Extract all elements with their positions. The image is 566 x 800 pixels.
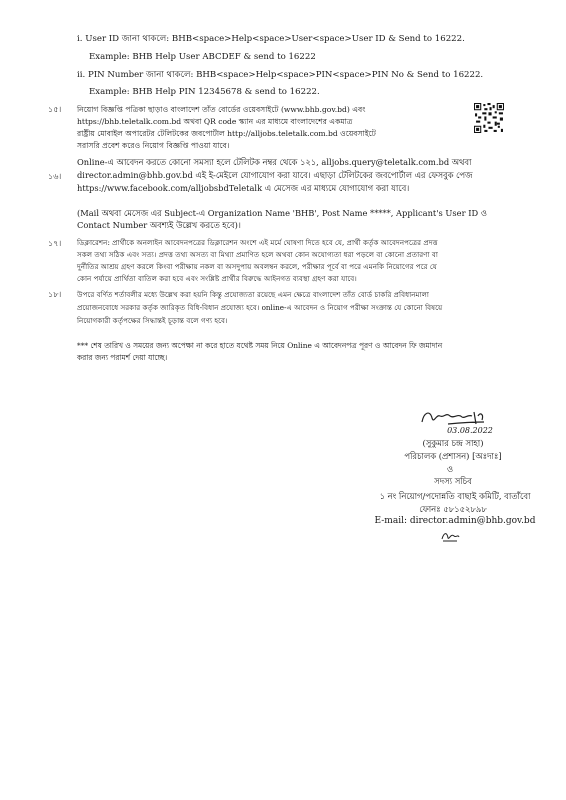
userid-example: Example: BHB Help User ABCDEF & send to 16222 <box>89 52 316 62</box>
item-17-line-4: কোন পর্যায়ে প্রার্থিতা বাতিল করা হবে এবং সংশ্লিষ্ট প্রার্থীর বিরুদ্ধে আইনগত ব্যবস্থা গ্রহণ করা যাবে। <box>77 274 357 283</box>
contact-email: E-mail: director.admin@bhb.gov.bd <box>374 516 536 526</box>
item-15-line-4: সরাসরি প্রবেশ করেও নিয়োগ বিজ্ঞপ্তি পাওয়া যাবে। <box>77 141 230 150</box>
item-16-line-3: https://www.facebook.com/alljobsbdTeletalk এ মেসেজ এর মাধ্যমে যোগাযোগ করা যাবে। <box>77 183 410 193</box>
item-15-line-3: রাষ্ট্রীয় মোবাইল অপারেটর টেলিটকের জবপোর্টাল http://alljobs.teletalk.com.bd ওয়েবসাইটে <box>77 129 376 138</box>
conjunction-text: ও <box>446 464 454 474</box>
initials-mark <box>440 530 460 542</box>
userid-instruction: i. User ID জানা থাকলে: BHB<space>Help<space>User<space>User ID & Send to 16222. <box>77 34 465 44</box>
item-number: ১৭। <box>48 239 62 248</box>
advice-note-line-2: করার জন্য পরামর্শ দেয়া যাচ্ছে। <box>77 353 168 362</box>
signature-date: 03.08.2022 <box>447 426 493 435</box>
pin-example: Example: BHB Help PIN 12345678 & send to 16222. <box>89 87 320 97</box>
item-number: ১৬। <box>48 172 62 181</box>
item-17-line-2: সকল তথ্য সঠিক এবং সত্য। প্রদত্ত তথ্য অসত্য বা মিথ্যা প্রমাণিত হলে অথবা কোন অযোগ্যতা ধরা পড়লে বা কোনো প্রতারণা বা <box>77 250 438 259</box>
phone-number: ফোনঃ ৫৮১৫২৮৯৮ <box>419 504 487 514</box>
item-17-line-1: ডিক্লারেশন: প্রার্থীকে অনলাইন আবেদনপত্রের ডিক্লারেশন অংশে এই মর্মে ঘোষণা দিতে হবে যে, প্রার্থী কর্তৃক আবেদনপত্রের প্রদত্ত <box>77 238 438 247</box>
item-16-line-2: director.admin@bhb.gov.bd এই ই-মেইলে যোগাযোগ করা যাবে। এছাড়া টেলিটকের জবপোর্টাল এর ফেসবুক পেজ <box>77 170 473 180</box>
advice-note-line-1: *** শেষ তারিখ ও সময়ের জন্য অপেক্ষা না করে হাতে যথেষ্ট সময় নিয়ে Online এ আবেদনপত্র পূরণ ও আবেদন ফি জমাদান <box>77 341 443 350</box>
qr-code-icon <box>474 103 504 133</box>
item-number: ১৮। <box>48 290 62 299</box>
signatory-role: সদস্য সচিব <box>434 476 472 486</box>
item-18-line-1: উপরে বর্ণিত শর্তাবলীর মধ্যে উল্লেখ করা হয়নি কিন্তু প্রযোজ্যতা রয়েছে এমন ক্ষেত্রে বাংলাদেশ তাঁত বোর্ড চাকরি প্রবিধানমালা <box>77 290 430 299</box>
item-15-line-1: নিয়োগ বিজ্ঞপ্তি পত্রিকা ছাড়াও বাংলাদেশ তাঁত বোর্ডের ওয়েবসাইটে (www.bhb.gov.bd) এবং <box>77 105 366 114</box>
item-16-line-5: Contact Number অবশ্যই উল্লেখ করতে হবে)। <box>77 220 241 230</box>
pin-instruction: ii. PIN Number জানা থাকলে: BHB<space>Help<space>PIN<space>PIN No & Send to 16222. <box>77 70 484 80</box>
item-17-line-3: দুর্নীতির আশ্রয় গ্রহণ করলে কিংবা পরীক্ষায় নকল বা অসদুপায় অবলম্বন করলে, পরীক্ষার পূর্বে বা পরে এমনকি নিয়োগের পরে যে <box>77 262 437 271</box>
item-16-line-4: (Mail অথবা মেসেজ এর Subject-এ Organization Name 'BHB', Post Name *****, Applicant's User ID ও <box>77 208 487 218</box>
signatory-name: (সুকুমার চন্দ্র সাহা) <box>422 438 484 448</box>
item-16-line-1: Online-এ আবেদন করতে কোনো সমস্যা হলে টেলিটক নম্বর থেকে ১২১, alljobs.query@teletalk.com.bd অথবা <box>77 157 472 167</box>
signatory-designation: পরিচালক (প্রশাসন) [অঃদাঃ] <box>404 451 502 461</box>
item-number: ১৫। <box>48 105 62 114</box>
item-18-line-3: নিয়োগকারী কর্তৃপক্ষের সিদ্ধান্তই চূড়ান্ত বলে গণ্য হবে। <box>77 316 228 325</box>
item-15-line-2: https://bhb.teletalk.com.bd অথবা QR code স্ক্যান এর মাধ্যমে বাংলাদেশের একমাত্র <box>77 117 353 126</box>
item-18-line-2: প্রয়োজনবোধে সরকার কর্তৃক জারিকৃত বিধি-বিধান প্রযোজ্য হবে। online-এ আবেদন ও নিয়োগ পরীক্ষা সংক্রান্ত যে কোনো বিষয়ে <box>77 303 443 312</box>
committee-name: ১ নং নিয়োগ/পদোন্নতি বাছাই কমিটি, বাতাঁবো <box>379 491 531 501</box>
